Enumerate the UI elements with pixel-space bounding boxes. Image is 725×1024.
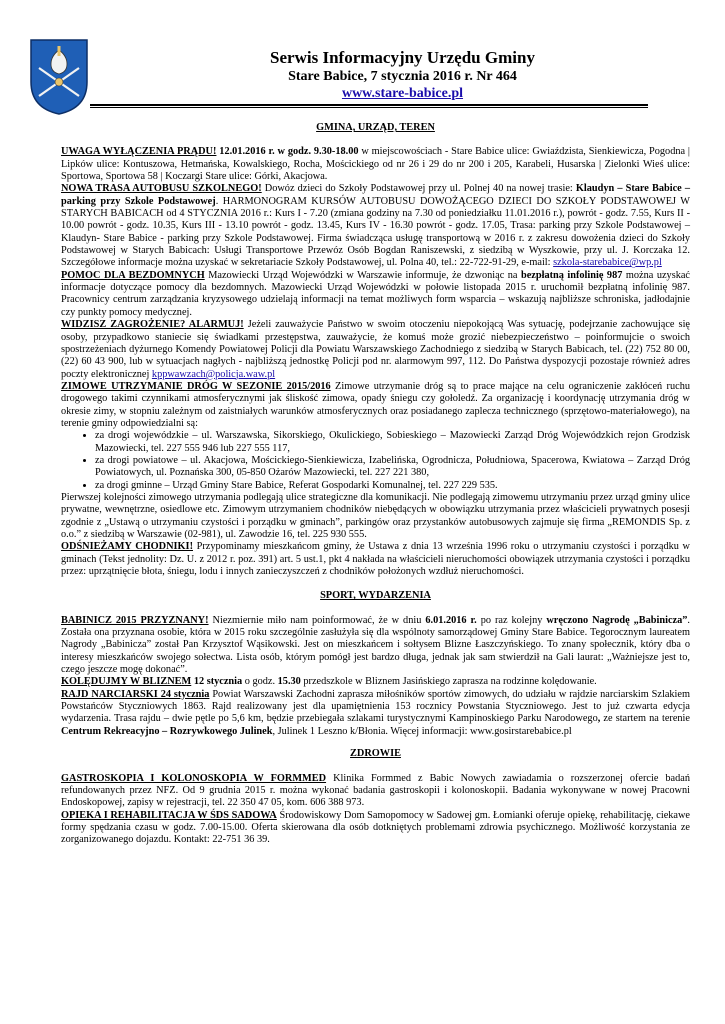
article-text: Pierwszej kolejności zimowego utrzymania podlegają ulice strategiczne dla komunikacji. Nie podlegają zimowemu utrzymaniu przez urząd gminy ulice prywatne, wewnętrzne, osiedlowe etc. Zimowym utrzymaniem chodników niebędących w obowiązku utrzymania przez właścicieli prywatnych posesji zgodnie z „Ustawą o utrzymaniu czystości i porządku w gminach”, parkingów oraz przystanków autobusowych zajmuje się firma „REMONDIS Sp. z o.o.” z siedzibą w Warszawie (02-981), ul. Zawodzie 16, tel. 225 930 555. [61,491,690,540]
article-highlight: bezpłatną infolinię 987 [520,269,623,281]
article-text: po raz kolejny [476,614,547,626]
article-winter-roads [61,381,690,430]
article-heading: GASTROSKOPIA I KOLONOSKOPIA W FORMMED [61,772,327,784]
section-heading-sport: SPORT, WYDARZENIA [320,590,431,602]
article-text: Niezmiernie miło nam poinformować, że w dniu [208,614,426,626]
police-email-link[interactable]: kppwawzach@policja.waw.pl [151,368,276,380]
article-text: o godz. [242,676,278,688]
list-item: • za drogi wojewódzkie – ul. Warszawska, Sikorskiego, Okulickiego, Sobieskiego – Mazowiecki Zarząd Dróg Wojewódzkich rejon Grodzisk Mazowiecki, tel. 227 555 946 lub 227 555 117, [95,430,690,455]
article-highlight: 12 stycznia [191,676,243,688]
article-highlight: Centrum Rekreacyjno – Rozrywkowego Julinek [61,725,273,737]
list-item: • za drogi powiatowe – ul. Akacjowa, Mościckiego-Sienkiewicza, Izabelińska, Ogrodnicza, Południowa, Spacerowa, Kwiatowa – Zarząd Dróg Powiatowych, ul. Poznańska 300, 05-850 Ożarów Mazowiecki, tel. 227 221 380, [95,455,690,480]
article-highlight: wręczono Nagrodę „Babinicza” [546,614,688,626]
article-text: , Julinek 1 Leszno k/Błonia. Więcej informacji: www.gosirstarebabice.pl [272,725,572,737]
article-heading: UWAGA WYŁĄCZENIA PRĄDU! [61,146,217,158]
article-heading: ODŚNIEŻAMY CHODNIKI! [61,541,193,553]
website-link[interactable]: www.stare-babice.pl [341,86,464,101]
list-item: • za drogi gminne – Urząd Gminy Stare Babice, Referat Gospodarki Komunalnej, tel. 227 229 535. [95,480,690,492]
article-heading: NOWA TRASA AUTOBUSU SZKOLNEGO! [61,183,262,195]
article-babinicz [61,615,690,677]
article-text: Przypominamy mieszkańcom gminy, że Ustawa z dnia 13 września 1996 roku o utrzymaniu czystości i porządku w gminach (Tekst jednolity: Dz. U. z 2012 r. poz. 391) art. 5 ust.1, pkt 4 nakłada na właścicieli nieruchomości obowiązek utrzymania czystości i porządku przez: uprzątnięcie błota, śniegu, lodu i innych zanieczyszczeń z chodników położonych wzdłuż nieruchomości. [61,541,690,578]
article-text: . Została ona przyznana osobie, która w 2015 roku szczególnie zasłużyła się dla wspólnoty samorządowej Gminy Stare Babice. Tegorocznym laureatem Nagrody „Babinicza” został Pan Krzysztof Wąsikowski. Jest on mieszkańcem i sołtysem Blizne Łaszczyńskiego. To znany społecznik, który dba o interesy mieszkańców swojego sołectwa. Lista osób, którym pomógł jest bardzo długa, jednak jak sam stwierdził na Gali laurat: „Ważniejsze jest to, czego jeszcze mogę dokonać”. [61,614,690,676]
article-text: Mazowiecki Urząd Wojewódzki w Warszawie informuje, że dzwoniąc na [204,269,521,281]
newsletter-content [61,122,690,847]
article-homeless-help [61,270,690,319]
header-divider-thin [90,107,648,108]
section-heading-zdrowie: ZDROWIE [350,748,401,760]
article-heading: KOLĘDUJMY W BLIZNEM [61,676,192,688]
article-heading: OPIEKA I REHABILITACJA W ŚDS SADOWA [61,809,277,821]
article-text: można uzyskać informacje dotyczące pomocy dla bezdomnych. Mazowiecki Urząd Wojewódzki w połowie listopada 2015 r. uruchomił bezpłatną infolinię 987. Pracownicy centrum zarządzania kryzysowego udzielają informacji na temat możliwych form wsparcia – wskazują najbliższe schroniska, jadłodajnie czy punkty pomocy medycznej. [61,269,690,318]
article-heading: POMOC DLA BEZDOMNYCH [61,269,205,281]
school-email-link[interactable]: szkola-starebabice@wp.pl [553,257,662,269]
header-divider [90,104,648,106]
article-highlight: 6.01.2016 r. [425,614,477,626]
newsletter-subtitle: Stare Babice, 7 stycznia 2016 r. Nr 464 [288,69,517,84]
article-heading: WIDZISZ ZAGROŻENIE? ALARMUJ! [61,319,244,331]
article-sidewalks [61,541,690,578]
article-text: w miejscowościach - Stare Babice ulice: Gwiaździsta, Sienkiewicza, Pogodna | Lipków ulice: Kontuszowa, Hetmańska, Kowalskiego, Rocha, Mościckiego od nr 26 i 29 do nr 200 i 205, Karabeli, Husarska | Zielonki Wieś ulice: Sportowa, Sportowa 58 | Koczargi Stare ulice: Górki, Akacjowa. [61,146,690,183]
article-text: . HARMONOGRAM KURSÓW AUTOBUSU DOWOŻĄCEGO DZIECI DO SZKOŁY PODSTAWOWEJ W STARYCH BABICACH od 4 STYCZNIA 2016 r.: Kurs I - 7.20 (zmiana godziny na 7.30 od poniedziałku 11.01.2016 r.), powrót - godz. 7.55, Kurs II - 10.00 powrót - godz. 10.35, Kurs III - 13.10 powrót - godz. 13.45, Kurs IV - 16.30 powrót - godz. 17.05, Trasa: parking przy Szkole Podstawowej – Klaudyn- Stare Babice - parking przy Szkole Podstawowej. Firma świadcząca usługę transportową w 2016 r. z zakresu dowożenia dzieci do Szkoły Podstawowej w Starych Babicach: Usługi Transportowe Przewóz Osób Bogdan Raniszewski, z siedzibą w Wyszkowie, przy ul. J. Korczaka 12. Szczegółowe informacje można uzyskać w sekretariacie Szkoły Podstawowej, ul. Polna 40, tel.: 22-722-91-29, e-mail: [61,195,690,269]
road-responsibility-list [61,430,690,492]
article-care-center [61,810,690,847]
article-power-outage [61,146,690,183]
article-alarm [61,319,690,381]
article-text: Dowóz dzieci do Szkoły Podstawowej przy ul. Polnej 40 na nowej trasie: [261,183,576,195]
article-heading: RAJD NARCIARSKI 24 stycznia [61,688,210,700]
article-school-bus [61,183,690,269]
article-text: Środowiskowy Dom Samopomocy w Sadowej gm. Łomianki oferuje opiekę, rehabilitację, ciekawe formy spędzania czasu w godz. 7.00-15.00. Oferta skierowana dla osób dotkniętych problemami zdrowia psychicznego. Możliwość korzystania ze zorganizowanego dojazdu. Kontakt: 22-751 36 39. [61,809,690,846]
article-date: 12.01.2016 r. w godz. 9.30-18.00 [216,146,359,158]
section-heading-gmina: GMINA, URZĄD, TEREN [316,122,435,133]
article-heading: BABINICZ 2015 PRZYZNANY! [61,614,209,626]
article-heading: ZIMOWE UTRZYMANIE DRÓG W SEZONIE 2015/2016 [61,380,331,392]
newsletter-title: Serwis Informacyjny Urzędu Gminy [270,48,535,67]
article-text: przedszkole w Bliznem Jasińskiego zaprasza na rodzinne kolędowanie. [300,676,597,688]
article-text: Powiat Warszawski Zachodni zaprasza miłośników sportów zimowych, do udziału w rajdzie narciarskim Szlakiem Powstańców Styczniowych 1863. Rajd realizowany jest dla upamiętnienia 153 rocznicy Powstania Styczniowego. Jest to już czwarta edycja wydarzenia. Trasa rajdu – dwie pętle po 5,6 km, będzie przebiegała szlakami turystycznymi Kampinoskiego Parku Narodowego [61,688,690,725]
article-highlight: 15.30 [277,676,301,688]
article-highlight: Klaudyn – Stare Babice – parking przy Szkole Podstawowej [61,183,690,207]
article-caroling [61,676,690,688]
article-text: ze startem na terenie [600,713,690,725]
article-ski-rally [61,689,690,738]
article-text: Jeżeli zauważycie Państwo w swoim otoczeniu niepokojącą Was sytuację, podejrzanie zachowujące się osoby, przypadkowo staniecie się świadkami przestępstwa, zauważycie, że komuś może grozić niebezpieczeństwo – poinformujcie o swoich spostrzeżeniach dyżurnego Komendy Powiatowej Policji dla Powiatu Warszawskiego Zachodniego z siedzibą w Starych Babicach, tel. (22) 752 80 00, (22) 60 43 900, lub w sytuacjach nagłych - najbliższą jednostkę Policji pod nr. alarmowym 997, 112. Do Państwa dyspozycji pozostaje również adres poczty elektronicznej [61,319,690,380]
article-text: Zimowe utrzymanie dróg są to prace mające na celu ograniczenie zakłóceń ruchu drogowego takimi czynnikami atmosferycznymi jak śliskość zimowa, opady śniegu czy gołoledź. Za organizację i koordynację utrzymania dróg w okresie zimy, w stopniu zależnym od zaistniałych warunków atmosferycznych oraz posiadanego zaplecza technicznego (sprzętowo-materiałowego), na terenie gminy odpowiedzialni są: [61,380,690,429]
article-highlight: , [597,713,601,725]
article-gastroscopy [61,773,690,810]
article-text: Klinika Formmed z Babic Nowych zawiadamia o rozszerzonej ofercie badań refundowanych przez NFZ. Od 9 grudnia 2015 r. można wykonać badania gastroskopii i kolonoskopii. Badania wykonywane w nowej Pracowni Endoskopowej, zapisy w rejestracji, tel. 22 350 47 05, kom. 606 388 973. [61,772,690,809]
